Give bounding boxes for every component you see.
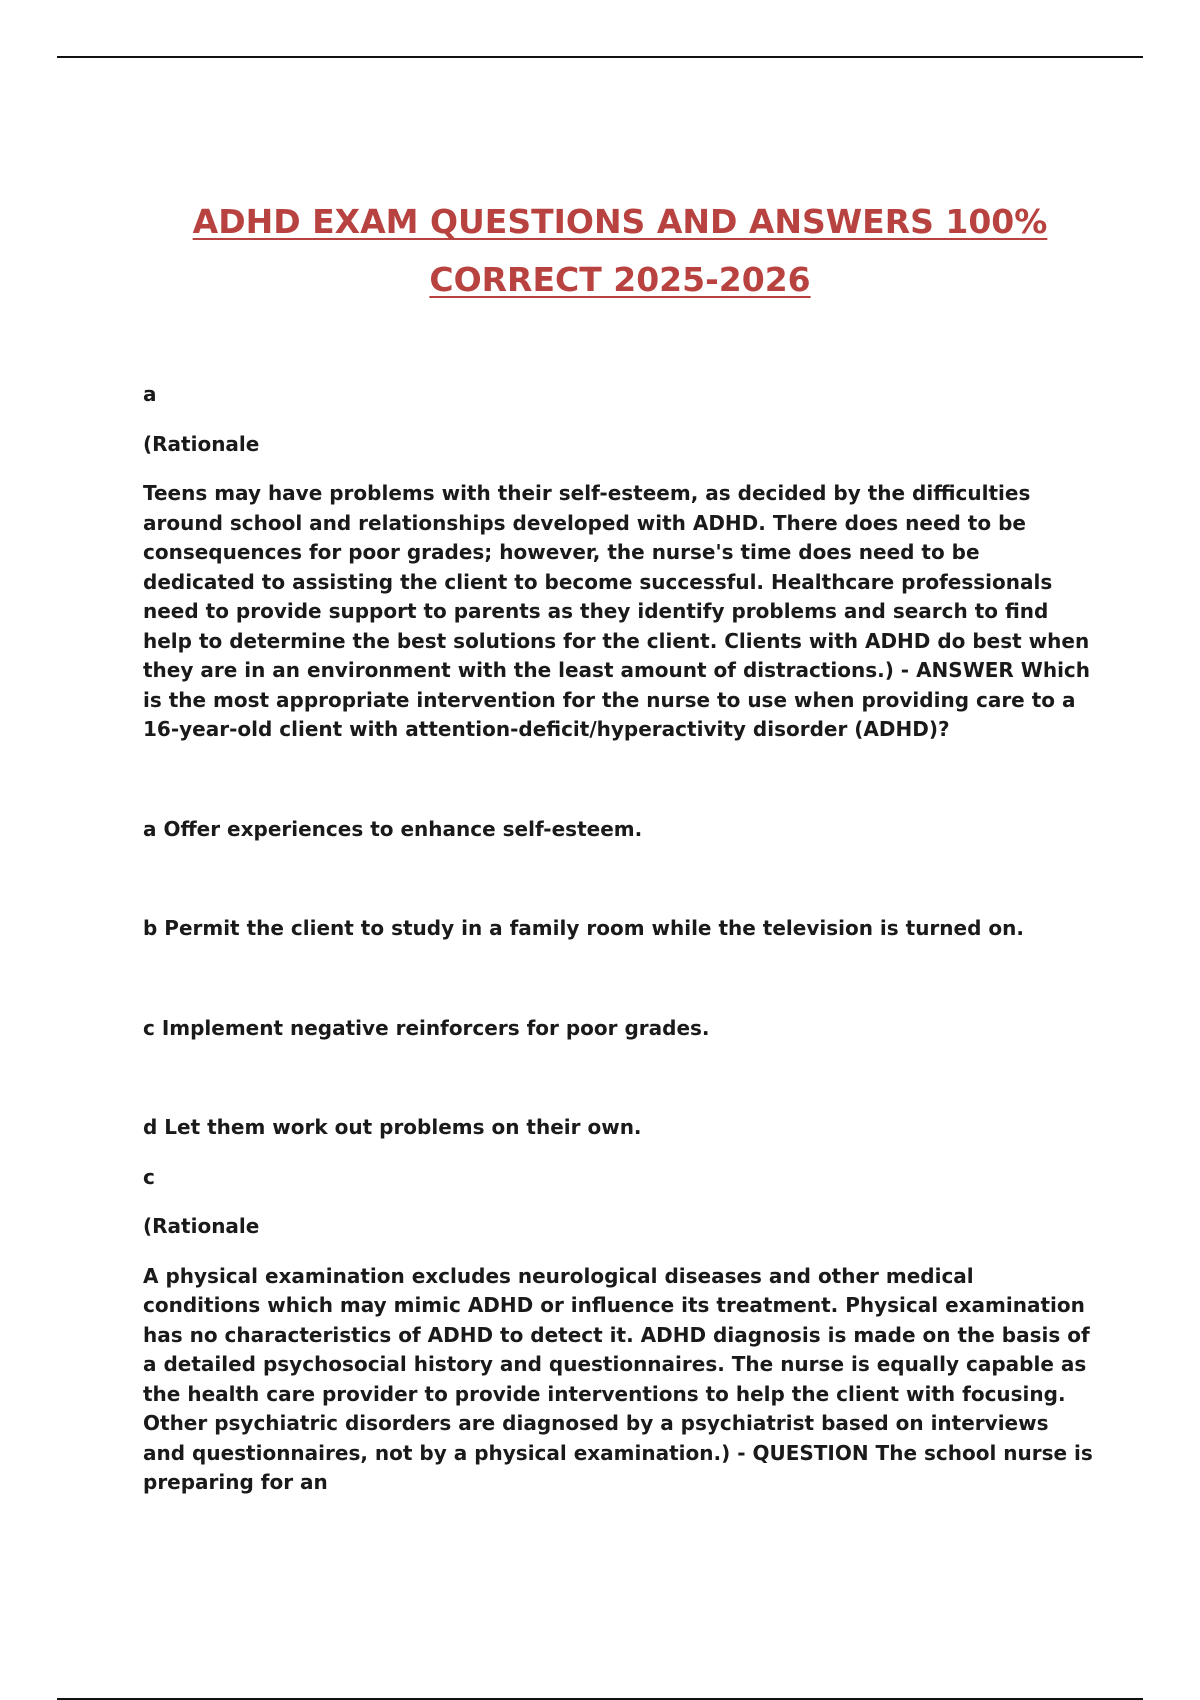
q1-rationale-text: Teens may have problems with their self-esteem, as decided by the difficulties around school and relationships developed with ADHD. There does need to be consequences for poor grades; however, the nurse's time does need to be dedicated to assisting the client to become successful. Healthcare professionals need to provide support to parents as they identify problems and search to find help to determine the best solutions for the client. Clients with ADHD do best when they are in an environment with the least amount of distractions.) - ANSWER Which is the most appropriate intervention for the nurse to use when providing care to a 16-year-old client with attention-deficit/hyperactivity disorder (ADHD)?: [143, 481, 1091, 741]
document-body: [143, 380, 1093, 1498]
q2-answer: c: [143, 1164, 155, 1189]
title-line-2: CORRECT 2025-2026: [429, 260, 811, 299]
q1-answer: a: [143, 382, 157, 406]
q1-option-a: a Offer experiences to enhance self-esteem.: [143, 816, 643, 841]
q2-rationale-label: (Rationale: [143, 1214, 260, 1238]
q1-option-b: b Permit the client to study in a family room while the television is turned on.: [143, 916, 1024, 940]
q1-option-d: d Let them work out problems on their own.: [143, 1115, 642, 1139]
q2-rationale-text: A physical examination excludes neurological diseases and other medical conditions which may mimic ADHD or influence its treatment. Physical examination has no characteristics of ADHD to detect it. ADHD diagnosis is made on the basis of a detailed psychosocial history and questionnaires. The nurse is equally capable as the health care provider to provide interventions to help the client with focusing. Other psychiatric disorders are diagnosed by a psychiatrist based on interviews and questionnaires, not by a physical examination.) - QUESTION The school nurse is preparing for an: [143, 1263, 1093, 1494]
q1-rationale-label: (Rationale: [143, 431, 260, 456]
title-line-1: ADHD EXAM QUESTIONS AND ANSWERS 100%: [192, 202, 1048, 241]
q1-option-c: c Implement negative reinforcers for poor grades.: [143, 1015, 710, 1040]
top-divider: [57, 56, 1143, 58]
page-title: [100, 193, 1140, 309]
